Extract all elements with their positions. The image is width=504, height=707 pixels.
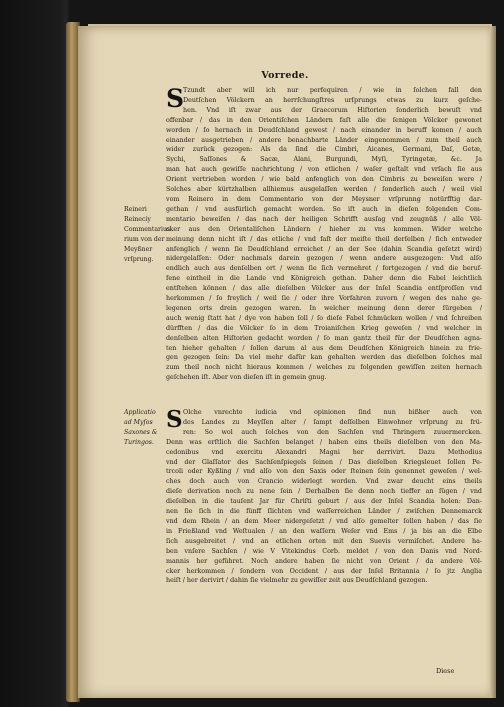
text-line: gethan / vnd ausfürlich gemacht worden. So iſt auch in dieſen folgenden Com-	[166, 205, 482, 213]
page-right-edge	[490, 26, 496, 698]
text-line: ten hieher gehalten / ſollen darum al aus dem Deudſchen Königreich hinein zu frie-	[166, 344, 482, 352]
text-line: Orient vertrieben worden / wie bald anfenglich von den Cimbris zu beweiſen were /	[166, 176, 482, 184]
text-line: denſelben alten Hiſtorien gedacht worden / ſo man gantz theil für der Deudſchen agna-	[166, 334, 482, 342]
text-line: in Frießland vnd Weſtualen / an den waſſern Weſer vnd Ems / ja bis an die Elbe	[166, 527, 482, 535]
margin-note-reineri	[124, 205, 171, 264]
text-line: man hat auch gewiſſe nachrichtung / von etlichen / waſer geſtalt vnd vrſach ſie aus	[166, 166, 482, 174]
drop-cap-initial: S	[166, 84, 185, 113]
catchword: Diese	[436, 667, 455, 675]
text-line: des Landes zu Meyſſen alter / ſampt deſſelben Einwohner vrſprung zu frü-	[183, 418, 482, 426]
text-line: vnd der Glaſſator des Sachſenſpiegels ſeinen / Das dieſelben Kriegsleuet ſollen Pe-	[166, 458, 482, 466]
paragraph-2-lines	[166, 408, 482, 586]
text-line: auch wenig ſtatt hat / dye von haben ſoll / ſo dieſe Fabel ſchmücken wollen / vnd ſchreiben	[166, 314, 482, 322]
margin-note-line: Turingos.	[124, 438, 154, 446]
text-line: Deutſchen Völckern an herrſchungſtres urſprungs etwas zu kurz geſche-	[183, 96, 482, 104]
text-line: dieſelben in die tauſent Jar für Chriſti geburt / aus der Inſel Scandia holen: Dan-	[166, 498, 482, 506]
margin-note-line: ad Myſos	[124, 418, 153, 426]
margin-note-line: Commentarius	[124, 225, 171, 233]
text-line: anfenglich / wenn ſie Deudſchland erreichet / an der See (dahin Scandia geſetzt wird)	[166, 245, 482, 253]
text-line: zum theil noch nicht hieraus kommen / welches zu folgenden gewiſſen zeiten hernach	[166, 364, 482, 372]
text-line: hen. Vnd iſt zwar aus der Graecorum Hiſtorien ſonderlich bewuſt vnd	[183, 106, 482, 114]
paragraph-1-lines	[166, 86, 482, 383]
text-line: dürfften / das die Völcker ſo in dem Troianiſchen Krieg geweſen / vnd welcher in	[166, 324, 482, 332]
text-line: Olche vnrechte iudicia vnd opinionen ſind nun bißher auch von	[183, 409, 482, 416]
text-line: legenen orts drein gezogen waren. In welcher meinung denn derer ſürgeben /	[166, 304, 482, 312]
margin-note-line: Reineri	[124, 206, 147, 213]
text-line: entſtehen können / das alle dieſelben Völcker aus der Inſel Scandia entſproſſen vnd	[166, 285, 482, 293]
text-line: gen gezogen ſein: Da viel mehr dafür kan gehalten werden das dieſelben ſolches mal	[166, 354, 482, 362]
text-line: dieſe derivation noch zu nene ſein / Derhalben ſie denn noch tieffer an ſügen / vnd	[166, 488, 482, 496]
text-line: mannis her geführet. Noch andere haben ſie nicht von Orient / da andere Völ-	[166, 557, 482, 565]
text-line: cedonibus vnd exercitu Alexandri Magni her derrivirt. Dazu Methodius	[166, 448, 482, 456]
paragraph-1	[166, 86, 482, 383]
text-line: ren: So wol auch ſolches von den Sachſen vnd Thringern zuuermercken.	[183, 428, 482, 436]
text-line: meinung denn nicht iſt / das etliche / vnd faſt der meiſte theil derſelben / ſich entweder	[166, 235, 482, 243]
margin-note-line: vrſprung.	[124, 255, 154, 263]
text-line: trcoli oder Kyßling / vnd alſo von den Saxis oder ſteinen ſein genennet geweſen / wel-	[166, 468, 482, 476]
margin-note-line: Reineciy	[124, 215, 151, 223]
text-line: endlich auch aus denſelben ort / wenn ſie ſich vermehret / fortgezogen / vnd die beruf-	[166, 265, 482, 273]
margin-note-applicatio	[124, 408, 166, 448]
margin-note-line: Saxones &	[124, 428, 158, 436]
text-line: Sychi, Saſſones & Sacæ, Alani, Burgundi, Myſi, Tyringetæ, &c. Ja	[166, 156, 482, 164]
text-line: einander ausgetrieben / andere benachbarte Länder eingenommen / zum theil auch	[166, 136, 482, 144]
text-line: ben vnſere Sachſen / wie V Vitekindus Corb. meldet / von den Danis vnd Nord-	[166, 547, 482, 555]
text-line: fene eintheil in die Lande vnd Königreich gethan. Daher denn die Fabel leichtlich	[166, 275, 482, 283]
text-line: wider zurück gezogen: Als da ſind die Cimbri, Aicanes, Germani, Daſ, Getæ,	[166, 146, 482, 154]
text-line: Solches aber kürtzhalben allhiemus ausgelaſſen werden / ſonderlich auch / weil viel	[166, 186, 482, 194]
text-line: vnd dem Rhein / an dem Meer nidergeſetzt / vnd alſo gemelter ſollen haben / das ſie	[166, 517, 482, 525]
text-line: mentario beweiſen / das nach der heiligen Schrifft ausſag vnd zeugnüß / alle Völ-	[166, 215, 482, 223]
text-line: offenbar / das in den Orientiſchen Ländern faſt alle die ſenigen Völcker gewonet	[166, 116, 482, 124]
text-line: Denn was erſtlich die Sachſen belanget / haben eins theils dieſelben von den Ma-	[166, 438, 482, 446]
paragraph-2	[166, 408, 482, 586]
margin-note-line: Meyßner	[124, 245, 153, 253]
running-head: Vorrede.	[261, 70, 309, 81]
text-line: ſich ausgebreitet / vnd an etlichen orten mit den Suevis vermiſchet. Andere ha-	[166, 537, 482, 545]
margin-note-line: Applicatio	[124, 409, 156, 416]
text-line: geſchehen iſt. Aber von dieſen iſt in gemein gnug.	[166, 374, 327, 382]
text-line: worden / ſo hernach in Deudſchland gewest / nach einander in beruff komen / auch	[166, 126, 482, 134]
drop-cap-initial-2: S	[166, 406, 183, 433]
margin-note-line: rium von der	[124, 235, 165, 243]
text-line: nidergelaſſen: Oder nachmals darein gezogen / wenn andere ausgezogen: Vnd alſo	[166, 255, 482, 263]
text-line: cker herkommen / ſondern von Occident / aus der Inſel Britannia / ſo jtz Anglia	[166, 567, 482, 575]
text-line: cker aus den Orientaliſchen Ländern / hieher zu vns kommen. Wider welche	[166, 225, 482, 233]
text-line: heiſt / her derivirt / dahin ſie vielmehr zu gewiſſer zeit aus Deudſchland gezogen.	[166, 577, 428, 585]
text-line: ches doch auch von Crancio widerlegt worden. Vnd zwar deucht eins theils	[166, 478, 482, 486]
text-line: Tzundt aber will ich nur perfequiren / wie in ſolchen fall den	[183, 87, 482, 94]
text-line: herkommen / ſo freylich / weil ſie / oder ihre Vorfahren zuvorn / wegen des nahe ge-	[166, 295, 482, 303]
text-line: nen ſie ſich in die fünff ſlichten vnd waſſerreichen Länder / zwiſchen Dennemarck	[166, 508, 482, 516]
text-line: vom Reinero in dem Commentario von der Meysner vrſprunng notürfftig dar-	[166, 195, 482, 203]
